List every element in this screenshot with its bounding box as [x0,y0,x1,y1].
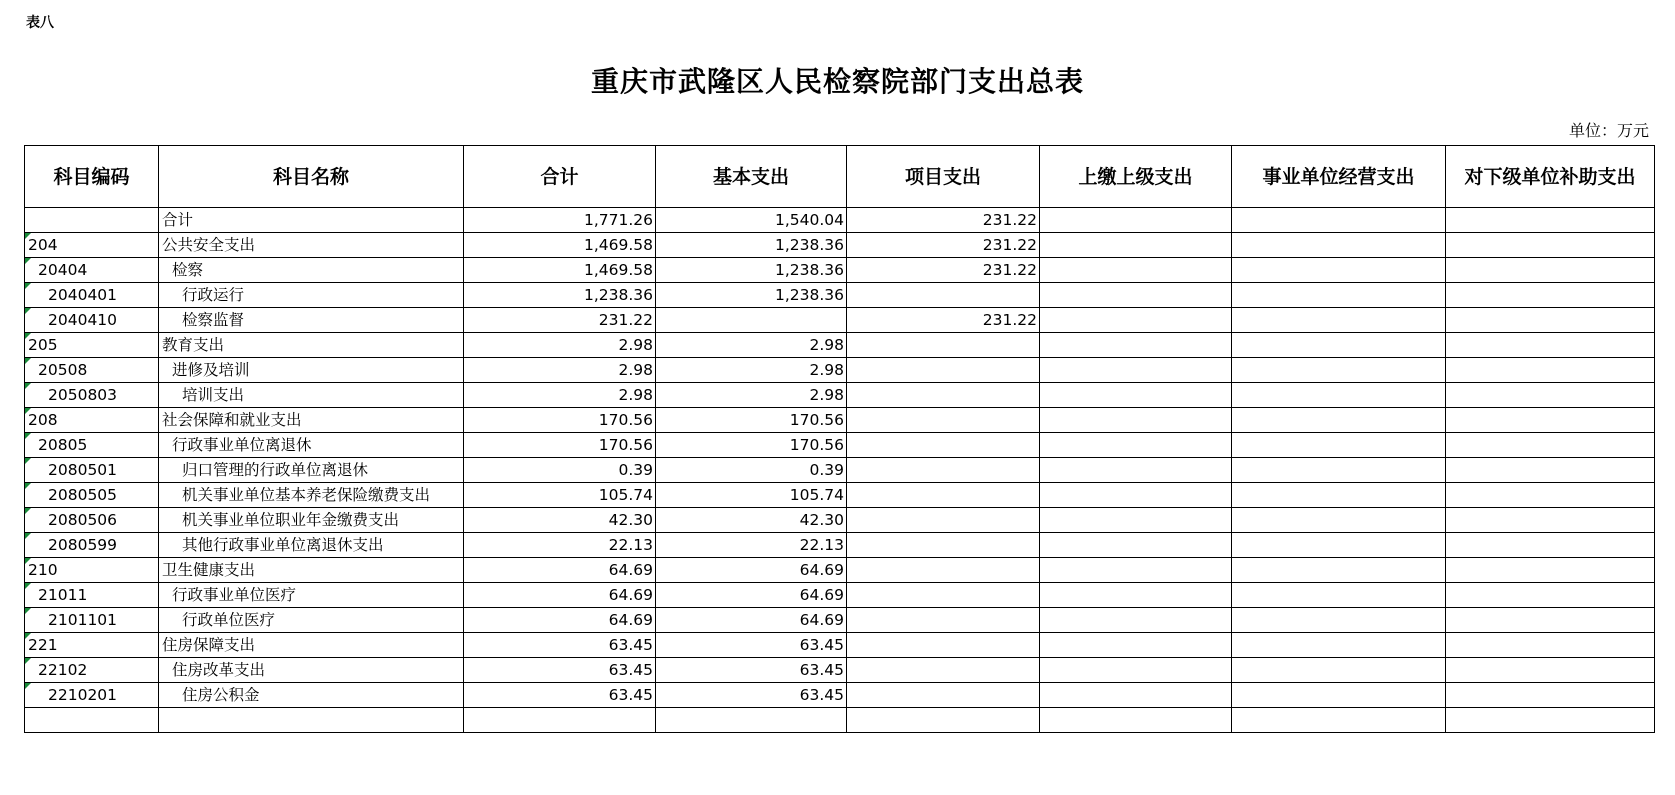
cell-code: 2040410 [25,308,159,333]
cell-code: 2050803 [25,383,159,408]
cell-total: 0.39 [464,458,656,483]
cell-upper [1040,208,1232,233]
cell-name: 归口管理的行政单位离退休 [159,458,464,483]
table-row [25,483,1655,508]
cell-subsidy [1446,608,1655,633]
cell-upper [1040,383,1232,408]
cell-code: 2080505 [25,483,159,508]
cell-business [1232,233,1446,258]
cell-code: 204 [25,233,159,258]
cell-business [1232,533,1446,558]
cell-basic: 0.39 [656,458,847,483]
cell-name: 检察 [159,258,464,283]
cell-subsidy [1446,283,1655,308]
cell-subsidy [1446,408,1655,433]
cell-total: 231.22 [464,308,656,333]
table-row [25,583,1655,608]
table-row [25,258,1655,283]
cell-project [847,533,1040,558]
table-row [25,383,1655,408]
cell-business [1232,658,1446,683]
table-row [25,433,1655,458]
table-row [25,708,1655,733]
cell-basic: 64.69 [656,558,847,583]
cell-business [1232,433,1446,458]
header-row [25,146,1655,208]
cell-total: 64.69 [464,608,656,633]
cell-total: 1,469.58 [464,258,656,283]
cell-upper [1040,233,1232,258]
cell-subsidy [1446,533,1655,558]
cell-upper [1040,308,1232,333]
cell-basic: 63.45 [656,633,847,658]
cell-subsidy [1446,233,1655,258]
cell-subsidy [1446,258,1655,283]
cell-upper [1040,633,1232,658]
cell-name: 合计 [159,208,464,233]
table-row [25,408,1655,433]
cell-business [1232,408,1446,433]
col-header-business: 事业单位经营支出 [1232,146,1446,208]
table-row [25,233,1655,258]
cell-subsidy [1446,383,1655,408]
cell-project: 231.22 [847,258,1040,283]
cell-project [847,508,1040,533]
cell-project [847,583,1040,608]
cell-basic: 64.69 [656,608,847,633]
cell-project [847,558,1040,583]
cell-name: 其他行政事业单位离退休支出 [159,533,464,558]
cell-basic: 105.74 [656,483,847,508]
cell-project: 231.22 [847,233,1040,258]
cell-subsidy [1446,308,1655,333]
table-row [25,208,1655,233]
cell-code: 22102 [25,658,159,683]
cell-project: 231.22 [847,208,1040,233]
unit-label: 单位：万元 [1568,121,1649,140]
cell-total [464,708,656,733]
cell-total: 170.56 [464,408,656,433]
cell-upper [1040,358,1232,383]
col-header-project: 项目支出 [847,146,1040,208]
table-row [25,283,1655,308]
cell-total: 64.69 [464,558,656,583]
cell-basic: 1,540.04 [656,208,847,233]
cell-basic: 1,238.36 [656,283,847,308]
table-row [25,683,1655,708]
cell-total: 1,771.26 [464,208,656,233]
cell-name: 进修及培训 [159,358,464,383]
table-row [25,508,1655,533]
cell-total: 42.30 [464,508,656,533]
cell-code [25,208,159,233]
cell-upper [1040,608,1232,633]
cell-basic [656,708,847,733]
cell-project [847,283,1040,308]
cell-business [1232,383,1446,408]
col-header-total: 合计 [464,146,656,208]
cell-code: 210 [25,558,159,583]
cell-upper [1040,483,1232,508]
cell-subsidy [1446,208,1655,233]
cell-code: 20508 [25,358,159,383]
cell-basic: 170.56 [656,408,847,433]
cell-business [1232,333,1446,358]
cell-basic: 63.45 [656,683,847,708]
cell-subsidy [1446,583,1655,608]
table-row [25,658,1655,683]
cell-name: 住房改革支出 [159,658,464,683]
cell-subsidy [1446,633,1655,658]
cell-business [1232,458,1446,483]
cell-basic [656,308,847,333]
cell-name: 检察监督 [159,308,464,333]
cell-total: 64.69 [464,583,656,608]
cell-project [847,458,1040,483]
cell-basic: 1,238.36 [656,233,847,258]
cell-code: 205 [25,333,159,358]
cell-business [1232,283,1446,308]
cell-name: 行政运行 [159,283,464,308]
cell-name: 培训支出 [159,383,464,408]
cell-name: 机关事业单位基本养老保险缴费支出 [159,483,464,508]
cell-total: 2.98 [464,383,656,408]
cell-upper [1040,283,1232,308]
cell-subsidy [1446,433,1655,458]
cell-basic: 2.98 [656,383,847,408]
col-header-name: 科目名称 [159,146,464,208]
col-header-code: 科目编码 [25,146,159,208]
cell-business [1232,608,1446,633]
cell-basic: 63.45 [656,658,847,683]
cell-business [1232,583,1446,608]
table-row [25,633,1655,658]
cell-upper [1040,258,1232,283]
col-header-subsidy: 对下级单位补助支出 [1446,146,1655,208]
cell-basic: 1,238.36 [656,258,847,283]
cell-total: 2.98 [464,333,656,358]
cell-subsidy [1446,458,1655,483]
cell-code: 2101101 [25,608,159,633]
cell-name: 卫生健康支出 [159,558,464,583]
table-row [25,533,1655,558]
table-row [25,358,1655,383]
cell-code: 2080506 [25,508,159,533]
cell-project [847,483,1040,508]
cell-code: 208 [25,408,159,433]
table-row [25,333,1655,358]
cell-name: 住房保障支出 [159,633,464,658]
cell-business [1232,558,1446,583]
table-row [25,558,1655,583]
cell-project [847,383,1040,408]
cell-name: 行政事业单位离退休 [159,433,464,458]
cell-subsidy [1446,358,1655,383]
cell-subsidy [1446,708,1655,733]
cell-business [1232,708,1446,733]
cell-name: 行政单位医疗 [159,608,464,633]
cell-code: 20404 [25,258,159,283]
cell-business [1232,208,1446,233]
cell-subsidy [1446,658,1655,683]
table-row [25,308,1655,333]
cell-name: 社会保障和就业支出 [159,408,464,433]
cell-total: 2.98 [464,358,656,383]
cell-total: 1,469.58 [464,233,656,258]
cell-business [1232,508,1446,533]
cell-basic: 42.30 [656,508,847,533]
cell-project [847,683,1040,708]
cell-code: 2080501 [25,458,159,483]
cell-upper [1040,683,1232,708]
cell-total: 63.45 [464,633,656,658]
cell-name: 机关事业单位职业年金缴费支出 [159,508,464,533]
cell-basic: 22.13 [656,533,847,558]
cell-code [25,708,159,733]
cell-subsidy [1446,333,1655,358]
cell-code: 221 [25,633,159,658]
cell-basic: 2.98 [656,333,847,358]
cell-total: 22.13 [464,533,656,558]
cell-project [847,333,1040,358]
page-title: 重庆市武隆区人民检察院部门支出总表 [590,65,1084,98]
cell-business [1232,358,1446,383]
cell-code: 21011 [25,583,159,608]
cell-code: 2210201 [25,683,159,708]
cell-project [847,633,1040,658]
cell-code: 2040401 [25,283,159,308]
expenditure-table [24,145,1655,733]
col-header-basic: 基本支出 [656,146,847,208]
cell-project [847,408,1040,433]
cell-upper [1040,658,1232,683]
cell-subsidy [1446,683,1655,708]
cell-upper [1040,333,1232,358]
cell-project [847,433,1040,458]
cell-name: 住房公积金 [159,683,464,708]
cell-name: 行政事业单位医疗 [159,583,464,608]
cell-project: 231.22 [847,308,1040,333]
cell-name [159,708,464,733]
cell-project [847,658,1040,683]
cell-business [1232,258,1446,283]
cell-project [847,608,1040,633]
cell-business [1232,483,1446,508]
cell-name: 公共安全支出 [159,233,464,258]
cell-total: 170.56 [464,433,656,458]
cell-upper [1040,433,1232,458]
cell-business [1232,683,1446,708]
cell-upper [1040,558,1232,583]
cell-upper [1040,708,1232,733]
cell-subsidy [1446,558,1655,583]
cell-business [1232,633,1446,658]
cell-name: 教育支出 [159,333,464,358]
cell-project [847,708,1040,733]
cell-upper [1040,458,1232,483]
cell-subsidy [1446,508,1655,533]
cell-upper [1040,508,1232,533]
cell-code: 2080599 [25,533,159,558]
cell-subsidy [1446,483,1655,508]
cell-upper [1040,583,1232,608]
cell-basic: 2.98 [656,358,847,383]
table-row [25,458,1655,483]
cell-total: 105.74 [464,483,656,508]
sheet-label: 表八 [26,15,54,31]
cell-upper [1040,533,1232,558]
cell-project [847,358,1040,383]
col-header-upper: 上缴上级支出 [1040,146,1232,208]
cell-basic: 170.56 [656,433,847,458]
cell-total: 1,238.36 [464,283,656,308]
cell-business [1232,308,1446,333]
cell-code: 20805 [25,433,159,458]
table-row [25,608,1655,633]
cell-basic: 64.69 [656,583,847,608]
cell-total: 63.45 [464,683,656,708]
cell-upper [1040,408,1232,433]
cell-total: 63.45 [464,658,656,683]
